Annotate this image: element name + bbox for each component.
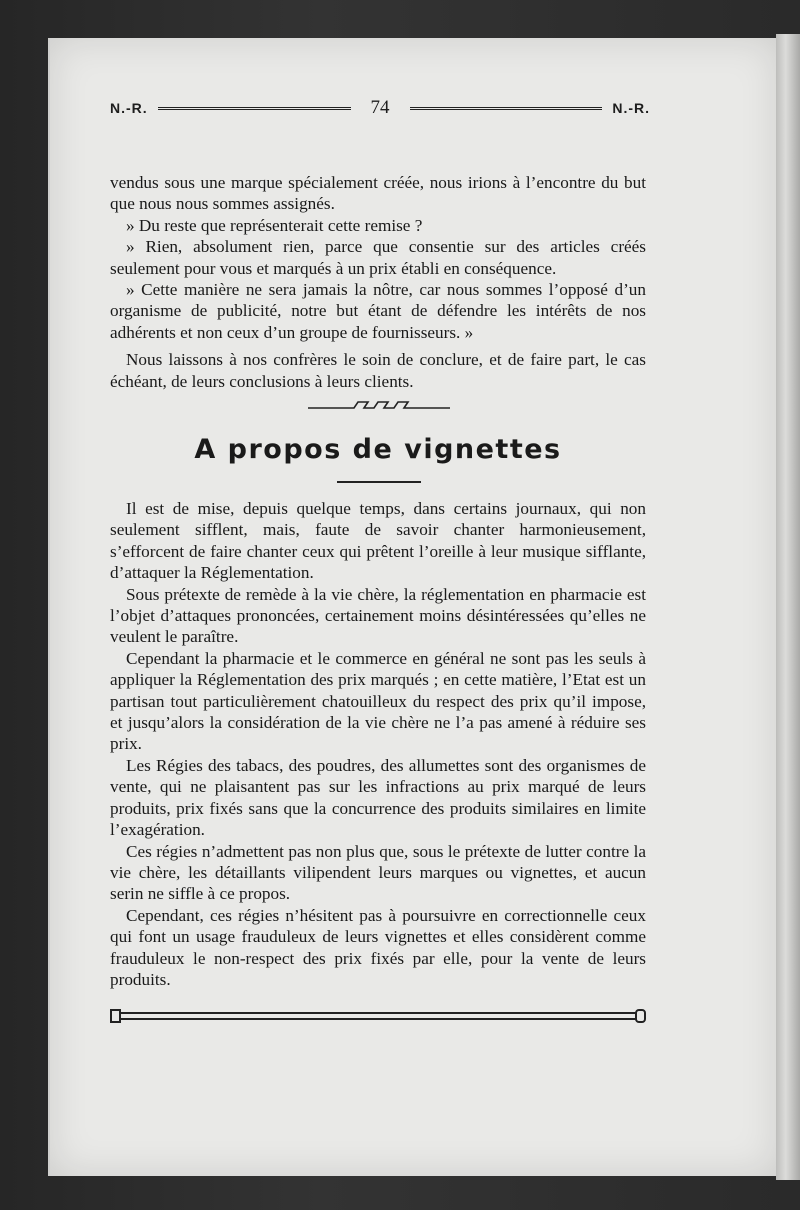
continuation-paragraph: » Rien, absolument rien, parce que consentie sur des articles créés seulement pour vous et marqués à un prix établi en conséquence. <box>110 237 646 278</box>
article-body <box>110 498 646 990</box>
section-ornament <box>308 396 450 418</box>
header-left-tag: N.-R. <box>110 100 148 116</box>
title-underline <box>337 481 421 483</box>
page-number: 74 <box>370 97 390 118</box>
continuation-text <box>110 172 646 392</box>
article-paragraph: Ces régies n’admettent pas non plus que, sous le prétexte de lutter contre la vie chère, les détaillants vilipendent leurs marques ou vignettes, et aucun serin ne siffle à ce propos. <box>110 841 646 904</box>
footer-rule <box>110 1006 646 1026</box>
continuation-paragraph: » Du reste que représenterait cette remise ? <box>126 215 423 235</box>
next-page-edge <box>776 34 800 1180</box>
article-paragraph: Cependant, ces régies n’hésitent pas à poursuivre en correctionnelle ceux qui font un usage frauduleux de leurs vignettes et elles considèrent comme frauduleux le non-respect des prix fixés par elle, pour la vente de leurs produits. <box>110 905 646 989</box>
continuation-paragraph: Nous laissons à nos confrères le soin de conclure, et de faire part, le cas échéant, de leurs conclusions à leurs clients. <box>110 350 646 391</box>
continuation-paragraph: vendus sous une marque spécialement créée, nous irions à l’encontre du but que nous nous sommes assignés. <box>110 173 646 214</box>
header-right-tag: N.-R. <box>612 100 650 116</box>
header-rule-right <box>410 107 603 110</box>
running-header <box>110 96 650 120</box>
article-paragraph: Les Régies des tabacs, des poudres, des allumettes sont des organismes de vente, qui ne plaisantent pas sur les infractions au prix marqué de leurs produits, prix fixés sans que la concurrence des produits similaires en limite l’exagération. <box>110 755 646 840</box>
article-title: A propos de vignettes <box>194 434 562 465</box>
article-paragraph: Il est de mise, depuis quelque temps, dans certains journaux, qui non seulement sifflent, mais, faute de savoir chanter harmonieusement, s’efforcent de faire chanter ceux qui prêtent l’oreille à leur musique sifflante, d’attaquer la Réglementation. <box>110 499 646 583</box>
article-paragraph: Cependant la pharmacie et le commerce en général ne sont pas les seuls à appliquer la Réglementation des prix marqués ; en cette matière, l’Etat est un partisan tout particulièrement chatouilleux du respect des prix qu’il impose, et jusqu’alors la considération de la vie chère ne l’a pas amené à réduire ses prix. <box>110 648 646 754</box>
header-rule-left <box>158 107 351 110</box>
continuation-paragraph: » Cette manière ne sera jamais la nôtre, car nous sommes l’opposé d’un organisme de publicité, notre but étant de défendre les intérêts de nos adhérents et non ceux d’un groupe de fournisseurs. » <box>110 280 646 342</box>
article-paragraph: Sous prétexte de remède à la vie chère, la réglementation en pharmacie est l’objet d’attaques prononcées, certainement moins désintéressées qu’elles ne veulent le paraître. <box>110 584 646 647</box>
